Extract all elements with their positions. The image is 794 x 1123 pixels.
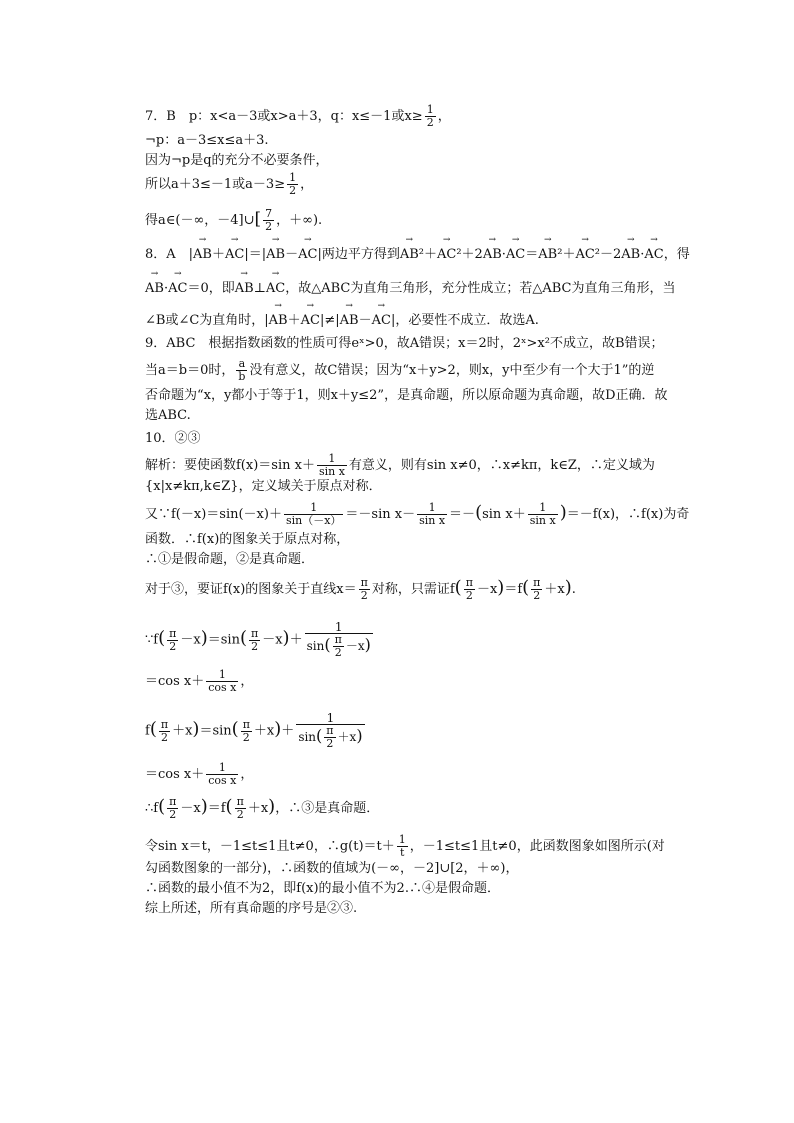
q10-text: ＝sin [199,723,232,739]
numerator: π [242,717,250,731]
denominator: 2 [169,808,177,821]
q10-text: 又∵f(－x)＝sin(－x)＋ [145,507,282,522]
denominator: 2 [533,589,541,602]
q9-line-2 [145,358,654,383]
q8-text: |两边平方得到 [317,247,400,262]
q8-text: ²＋ [557,247,576,262]
q7-line-5 [145,208,322,233]
q10-text: ， [240,674,254,689]
q10-line-2: {x|x≠kπ,k∈Z}，定义域关于原点对称． [145,479,382,494]
vector: → AC [506,245,525,265]
left-paren: ( [231,718,239,740]
fraction [206,669,238,694]
denominator: b [238,370,246,383]
q8-text: ，得 [663,247,690,262]
q10-text: ＝f [207,801,226,816]
numerator: 1 [305,621,373,634]
q8-text: ＝0，即 [187,281,235,296]
q8-text: · [163,281,169,296]
denominator: 2 [160,730,168,744]
denominator: sin x [529,514,556,527]
q8-text: ＝ [525,247,539,262]
vector: → AB [340,311,359,331]
numerator: 1 [426,103,434,116]
left-paren: ( [522,577,530,598]
left-paren: ( [316,726,323,745]
right-paren: ) [200,796,208,817]
q8-text: ＋ [212,247,226,262]
q7-answer: 7．B [145,109,189,124]
q10-text: ＋x [253,723,275,739]
vector: → AC [644,245,663,265]
numerator: 1 [528,502,558,515]
q10-text: sin [298,730,317,744]
q7-line-2: ¬p：a－3≤x≤a＋3. [145,133,269,148]
q7-line-3: 因为¬p是q的充分不必要条件， [145,153,329,168]
right-paren: ) [559,502,567,523]
q10-text: ＝f [504,582,523,597]
q8-text: ，故△ABC为直角三角形，充分性成立；若△ABC为直角三角形，当 [285,281,676,296]
fraction [167,628,178,653]
vector: → AC [301,311,320,331]
q10-text: ＋x [172,723,193,739]
q10-text: ＝－f(x)，∴f(x)为奇 [566,507,690,522]
right-paren: ) [564,577,572,598]
q10-text: ＋x [544,582,565,597]
q8-text: ²＋ [418,247,437,262]
vector: → AC [575,245,594,265]
numerator: 1 [289,171,297,184]
q10-line-8 [145,669,253,694]
vector: → AB [621,245,640,265]
right-paren: ) [497,577,505,598]
q10-line-1 [145,453,655,478]
q10-line-13: 勾函数图象的一部分)，∴函数的值域为(－∞，－2]∪[2，＋∞)， [145,861,519,876]
vector: → AC [266,279,285,299]
q7-text: 得a∈(－∞，－4]∪ [145,213,255,228]
q7-text: ， [300,177,314,192]
q8-text: － [285,247,299,262]
fraction [324,725,335,750]
q9-line-3: 否命题为“x，y都小于等于1，则x＋y≤2”，是真命题，所以原命题为真命题，故D正确．故 [145,388,668,403]
left-paren: ( [454,577,462,598]
vector: → AB [145,279,164,299]
q10-text: ∵f [145,632,159,648]
numerator: π [169,795,177,808]
q10-text: ，－1≤t≤1且t≠0，此函数图象如图所示(对 [409,839,665,854]
denominator: sin x [419,514,446,527]
q8-text: ²－2 [594,247,622,262]
fraction [397,834,408,859]
fraction [284,502,343,527]
right-paren: ) [200,627,208,649]
vector: → AC [298,245,317,265]
q10-text: 对称，只需证f [371,582,455,597]
numerator: π [334,633,342,646]
q8-line-2 [145,279,676,299]
numerator: π [360,576,368,589]
vector: → AB [538,245,557,265]
q10-text: ， [240,767,254,782]
q10-text: ＋x [247,801,269,816]
numerator: 1 [206,669,238,682]
q8-text: |＝| [244,247,267,262]
vector: → AB [266,245,285,265]
q10-text: ＝－sin x－ [345,507,416,522]
vector: → AC [168,279,187,299]
left-paren: ( [149,718,157,740]
right-paren: ) [268,796,276,817]
q9-line-1: 9．ABC 根据指数函数的性质可得eˣ>0，故A错误；x＝2时，2ˣ>x²不成立，故B错误； [145,336,664,351]
vector: → AB [269,311,288,331]
denominator: 2 [426,116,434,129]
q8-text: ⊥ [253,281,266,296]
q10-text: sin [306,639,325,653]
q10-line-5: ∴①是假命题，②是真命题． [145,552,315,567]
q10-text: . [571,582,576,597]
denominator: 2 [334,646,342,659]
right-paren: ) [364,635,371,654]
numerator: 1 [317,453,347,466]
fraction [236,358,247,383]
denominator: cos x [208,681,237,694]
q10-text: －x [180,801,201,816]
q10-text: ＝－ [449,507,476,522]
denominator: 2 [326,737,334,750]
q7-text: 所以a＋3≤－1或a－3≥ [145,177,286,192]
q7-line-1 [145,104,451,129]
q10-text: ＋x [337,730,357,744]
fraction [531,577,542,602]
fraction [417,502,447,527]
q7-text: ，＋∞). [276,213,323,228]
q8-text: |，必要性不成立．故选A. [390,313,539,328]
q10-text: 有意义，则有sin x≠0，∴x≠kπ，k∈Z，∴定义域为 [348,458,655,473]
denominator: 2 [465,589,473,602]
q10-text: －x [180,632,201,648]
q10-text: ＋ [289,632,303,648]
numerator: 7 [265,207,273,220]
q8-answer: 8．A | [145,247,194,262]
q10-text: sin x＋ [482,507,526,522]
vector: → AC [437,245,456,265]
right-paren: ) [356,726,363,745]
q9-text: 当a＝b＝0时， [145,363,235,378]
q10-text: 对于③，要证f(x)的图象关于直线x＝ [145,582,357,597]
q8-text: |≠| [319,313,340,328]
denominator: 2 [360,589,368,602]
q10-line-4: 函数．∴f(x)的图象关于原点对称， [145,532,350,547]
q7-text: ， [437,109,451,124]
fraction [159,719,170,744]
fraction [296,712,364,750]
denominator: 2 [242,730,250,744]
q8-line-3 [145,311,539,331]
right-paren: ) [282,627,290,649]
denominator [305,634,373,659]
denominator: sin x [318,465,345,478]
numerator: 1 [284,502,343,515]
q10-text: ＝sin [207,632,240,648]
vector: → AB [483,245,502,265]
right-paren: ) [274,718,282,740]
q8-text: ＋ [287,313,301,328]
q10-line-15: 综上所述，所有真命题的序号是②③. [145,901,358,916]
numerator: 1 [296,712,364,725]
fraction [235,796,246,821]
vector: → AB [235,279,254,299]
q10-text: f [145,723,150,739]
q10-text: ＝cos x＋ [145,674,205,689]
denominator: 2 [289,184,297,197]
fraction [167,796,178,821]
q10-line-9 [145,712,367,750]
numerator: π [250,626,259,640]
left-paren: ( [158,627,166,649]
fraction [528,502,558,527]
denominator: 2 [265,220,273,233]
fraction [333,634,344,659]
fraction [263,208,274,233]
fraction [464,577,475,602]
denominator: 2 [251,639,259,653]
q10-text: －x [476,582,498,597]
fraction [317,453,347,478]
denominator: sin（－x） [285,514,342,527]
q9-line-4: 选ABC. [145,408,191,423]
q7-text: p：x<a－3或x>a＋3，q：x≤－1或x≥ [188,109,423,124]
q8-text: － [358,313,372,328]
q10-line-10 [145,762,253,787]
fraction [249,628,260,653]
q10-text: ，∴③是真命题． [275,801,380,816]
denominator: cos x [208,774,237,787]
q10-line-11 [145,796,379,821]
numerator: 1 [398,833,406,846]
q10-line-7 [145,621,375,659]
vector: → AB [400,245,419,265]
denominator [296,725,364,750]
numerator: π [236,795,244,808]
denominator: t [400,846,405,859]
q10-text: 解析：要使函数f(x)＝sin x＋ [145,458,315,473]
q10-text: 令sin x＝t，－1≤t≤1且t≠0，∴g(t)＝t＋ [145,839,395,854]
fraction [305,621,373,659]
q8-text: ∠B或∠C为直角时，| [145,313,269,328]
q10-text: －x [345,639,365,653]
q10-text: ＋ [281,723,295,739]
fraction [425,104,436,129]
right-paren: ) [192,718,200,740]
q10-line-12 [145,834,665,859]
q8-line-1 [145,245,690,265]
numerator: a [236,358,247,371]
numerator: π [326,724,334,737]
q10-line-6 [145,577,576,602]
numerator: 1 [417,502,447,515]
fraction [206,762,238,787]
vector: → AC [372,311,391,331]
vector: → AC [225,245,244,265]
fraction [241,719,252,744]
left-paren: ( [475,502,483,523]
q10-text: －x [262,632,283,648]
q8-text: · [501,247,506,262]
left-paren: ( [324,635,331,654]
numerator: π [160,717,169,731]
left-paren: ( [158,796,166,817]
fraction [287,172,298,197]
numerator: π [533,576,541,589]
numerator: π [465,576,473,589]
denominator: 2 [236,808,244,821]
q8-text: · [640,247,645,262]
q7-line-4 [145,172,313,197]
left-paren: ( [225,796,233,817]
q8-text: ²＋2 [456,247,483,262]
q10-text: ＝cos x＋ [145,767,205,782]
fraction [359,577,370,602]
q10-line-14: ∴函数的最小值不为2，即f(x)的最小值不为2.∴④是假命题． [145,881,500,896]
left-paren: ( [239,627,247,649]
left-bracket: [ [254,209,262,229]
denominator: 2 [169,639,177,653]
q10-line-3 [145,502,689,527]
q9-text: 没有意义，故C错误；因为“x＋y>2，则x，y中至少有一个大于1”的逆 [249,363,655,378]
numerator: π [169,626,177,640]
numerator: 1 [206,762,238,775]
q10-title: 10．②③ [145,431,201,446]
q10-text: ∴f [145,801,159,816]
vector: → AB [193,245,212,265]
